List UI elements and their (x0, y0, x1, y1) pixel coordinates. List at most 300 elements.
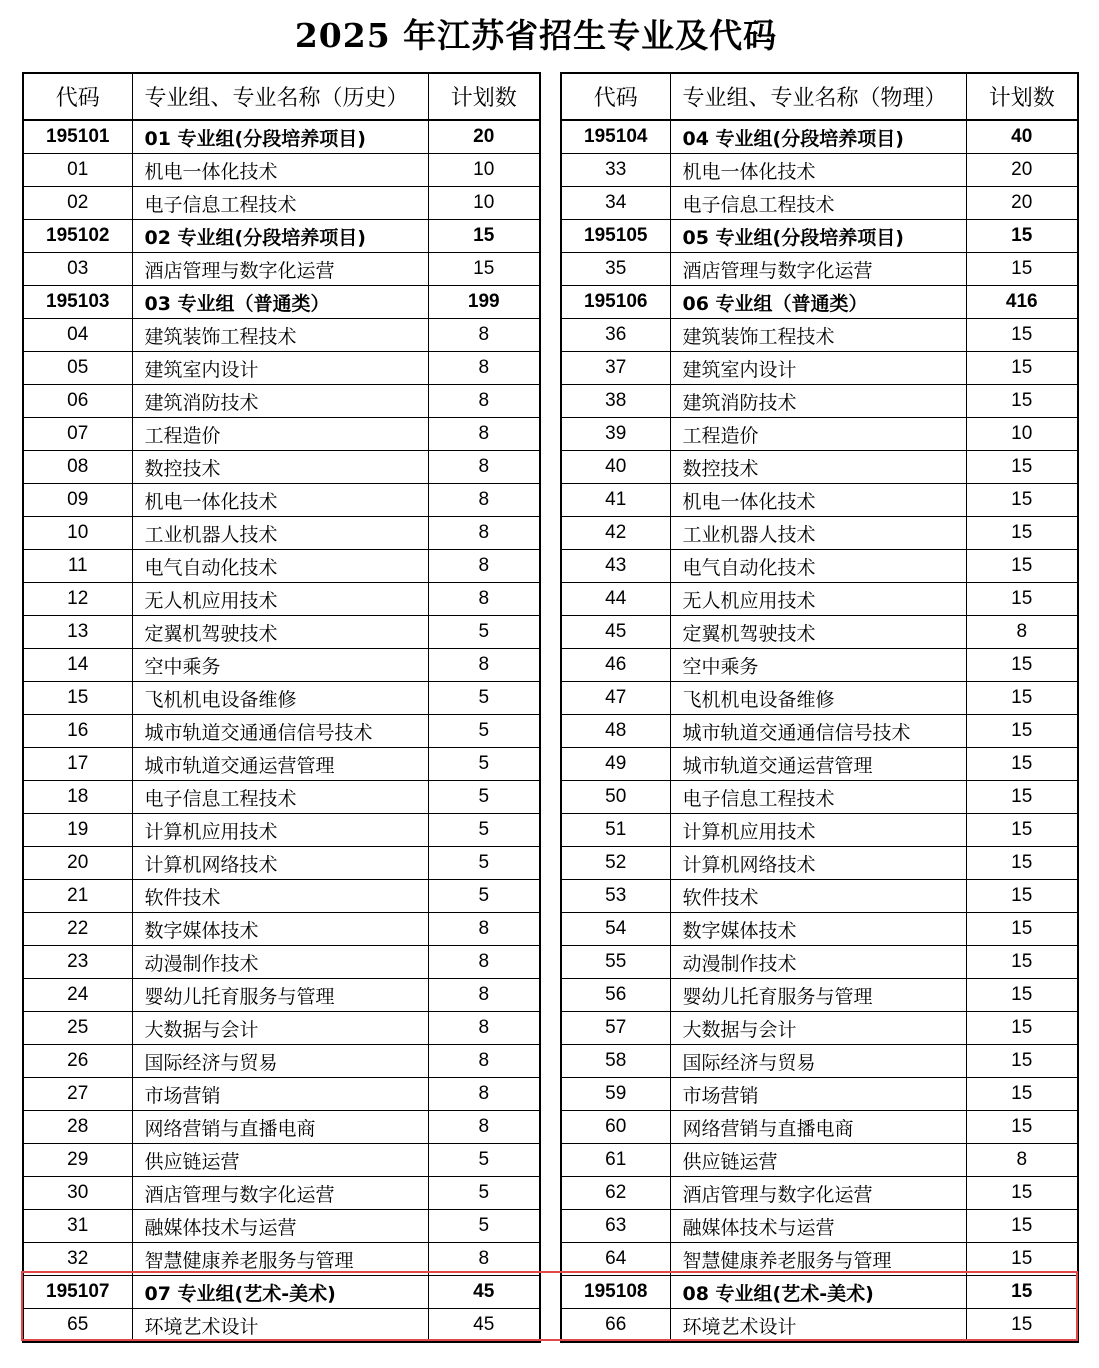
name-cell: 计算机网络技术 (132, 847, 428, 880)
count-cell: 15 (966, 1045, 1078, 1078)
name-cell: 工业机器人技术 (132, 517, 428, 550)
name-cell: 电气自动化技术 (670, 550, 966, 583)
code-cell: 26 (23, 1045, 132, 1078)
name-cell: 供应链运营 (132, 1144, 428, 1177)
code-cell: 48 (561, 715, 670, 748)
table-row (561, 748, 1078, 781)
code-cell: 43 (561, 550, 670, 583)
count-cell: 15 (966, 319, 1078, 352)
name-cell: 06 专业组（普通类） (670, 286, 966, 319)
count-cell: 10 (428, 154, 540, 187)
code-cell: 13 (23, 616, 132, 649)
code-cell: 10 (23, 517, 132, 550)
table-row (561, 1111, 1078, 1144)
table-row (561, 979, 1078, 1012)
count-cell: 8 (428, 979, 540, 1012)
code-cell: 44 (561, 583, 670, 616)
count-cell: 5 (428, 715, 540, 748)
count-cell: 15 (966, 352, 1078, 385)
count-cell: 20 (966, 187, 1078, 220)
code-cell: 61 (561, 1144, 670, 1177)
group-row (23, 220, 540, 253)
count-cell: 10 (428, 187, 540, 220)
name-cell: 城市轨道交通运营管理 (132, 748, 428, 781)
code-cell: 25 (23, 1012, 132, 1045)
code-cell: 195108 (561, 1276, 670, 1309)
table-row (23, 1309, 540, 1343)
table-row (23, 682, 540, 715)
table-row (561, 682, 1078, 715)
count-cell: 8 (428, 649, 540, 682)
name-cell: 供应链运营 (670, 1144, 966, 1177)
physics-table (560, 72, 1079, 1343)
name-cell: 智慧健康养老服务与管理 (132, 1243, 428, 1276)
table-row (561, 715, 1078, 748)
name-cell: 数控技术 (132, 451, 428, 484)
code-cell: 64 (561, 1243, 670, 1276)
table-row (23, 187, 540, 220)
group-row (561, 1276, 1078, 1309)
count-cell: 40 (966, 120, 1078, 154)
table-row (561, 319, 1078, 352)
table-row (23, 1243, 540, 1276)
table-row (23, 1111, 540, 1144)
count-cell: 20 (966, 154, 1078, 187)
count-cell: 8 (966, 616, 1078, 649)
code-cell: 34 (561, 187, 670, 220)
code-cell: 195107 (23, 1276, 132, 1309)
table-row (561, 352, 1078, 385)
table-row (23, 880, 540, 913)
count-cell: 8 (428, 484, 540, 517)
table-row (23, 385, 540, 418)
table-row (23, 814, 540, 847)
count-cell: 8 (428, 1111, 540, 1144)
code-cell: 60 (561, 1111, 670, 1144)
code-cell: 62 (561, 1177, 670, 1210)
table-row (23, 979, 540, 1012)
name-cell: 空中乘务 (670, 649, 966, 682)
name-cell: 建筑消防技术 (670, 385, 966, 418)
code-cell: 32 (23, 1243, 132, 1276)
count-cell: 15 (966, 1243, 1078, 1276)
code-cell: 36 (561, 319, 670, 352)
code-cell: 54 (561, 913, 670, 946)
name-cell: 酒店管理与数字化运营 (670, 1177, 966, 1210)
count-cell: 15 (966, 583, 1078, 616)
code-cell: 23 (23, 946, 132, 979)
table-row (561, 550, 1078, 583)
name-cell: 工程造价 (670, 418, 966, 451)
count-cell: 15 (966, 1210, 1078, 1243)
count-cell: 15 (966, 517, 1078, 550)
name-cell: 婴幼儿托育服务与管理 (670, 979, 966, 1012)
code-cell: 29 (23, 1144, 132, 1177)
table-row (23, 1045, 540, 1078)
name-cell: 电子信息工程技术 (132, 187, 428, 220)
table-row (561, 484, 1078, 517)
name-header: 专业组、专业名称（物理） (670, 73, 966, 120)
name-cell: 软件技术 (670, 880, 966, 913)
count-cell: 15 (966, 814, 1078, 847)
table-row (23, 451, 540, 484)
table-row (561, 847, 1078, 880)
table-row (561, 1243, 1078, 1276)
count-cell: 8 (966, 1144, 1078, 1177)
name-cell: 机电一体化技术 (670, 154, 966, 187)
table-row (23, 781, 540, 814)
count-cell: 15 (966, 946, 1078, 979)
name-cell: 国际经济与贸易 (132, 1045, 428, 1078)
table-row (23, 583, 540, 616)
count-cell: 15 (428, 253, 540, 286)
table-row (23, 1078, 540, 1111)
count-cell: 5 (428, 682, 540, 715)
code-cell: 04 (23, 319, 132, 352)
count-cell: 10 (966, 418, 1078, 451)
name-cell: 电子信息工程技术 (670, 187, 966, 220)
code-cell: 20 (23, 847, 132, 880)
code-cell: 56 (561, 979, 670, 1012)
code-cell: 31 (23, 1210, 132, 1243)
code-cell: 59 (561, 1078, 670, 1111)
code-cell: 24 (23, 979, 132, 1012)
count-cell: 416 (966, 286, 1078, 319)
name-cell: 婴幼儿托育服务与管理 (132, 979, 428, 1012)
code-cell: 195106 (561, 286, 670, 319)
count-cell: 45 (428, 1276, 540, 1309)
code-cell: 63 (561, 1210, 670, 1243)
name-cell: 数控技术 (670, 451, 966, 484)
name-cell: 网络营销与直播电商 (670, 1111, 966, 1144)
table-row (561, 451, 1078, 484)
count-cell: 5 (428, 814, 540, 847)
count-cell: 15 (966, 649, 1078, 682)
name-cell: 软件技术 (132, 880, 428, 913)
code-cell: 66 (561, 1309, 670, 1343)
code-cell: 195101 (23, 120, 132, 154)
count-cell: 15 (966, 880, 1078, 913)
table-row (561, 253, 1078, 286)
table-row (23, 715, 540, 748)
name-cell: 02 专业组(分段培养项目) (132, 220, 428, 253)
name-cell: 酒店管理与数字化运营 (132, 253, 428, 286)
count-cell: 5 (428, 1177, 540, 1210)
name-cell: 网络营销与直播电商 (132, 1111, 428, 1144)
count-cell: 8 (428, 1078, 540, 1111)
count-header: 计划数 (428, 73, 540, 120)
code-cell: 46 (561, 649, 670, 682)
name-cell: 国际经济与贸易 (670, 1045, 966, 1078)
table-row (561, 154, 1078, 187)
count-cell: 15 (966, 220, 1078, 253)
count-cell: 8 (428, 352, 540, 385)
count-cell: 15 (966, 1177, 1078, 1210)
code-cell: 03 (23, 253, 132, 286)
code-cell: 52 (561, 847, 670, 880)
count-cell: 8 (428, 1012, 540, 1045)
count-cell: 20 (428, 120, 540, 154)
name-cell: 无人机应用技术 (670, 583, 966, 616)
count-cell: 15 (966, 385, 1078, 418)
count-cell: 15 (966, 682, 1078, 715)
page-title: 2025 年江苏省招生专业及代码 (294, 16, 778, 55)
table-row (23, 1144, 540, 1177)
count-cell: 15 (428, 220, 540, 253)
table-row (561, 946, 1078, 979)
table-row (561, 1045, 1078, 1078)
code-cell: 195102 (23, 220, 132, 253)
code-cell: 22 (23, 913, 132, 946)
code-cell: 33 (561, 154, 670, 187)
name-cell: 城市轨道交通运营管理 (670, 748, 966, 781)
code-cell: 38 (561, 385, 670, 418)
group-row (561, 220, 1078, 253)
count-cell: 8 (428, 550, 540, 583)
code-cell: 58 (561, 1045, 670, 1078)
count-cell: 45 (428, 1309, 540, 1343)
name-cell: 电子信息工程技术 (132, 781, 428, 814)
name-cell: 空中乘务 (132, 649, 428, 682)
table-row (561, 781, 1078, 814)
name-cell: 数字媒体技术 (670, 913, 966, 946)
table-row (561, 649, 1078, 682)
count-cell: 5 (428, 1210, 540, 1243)
code-cell: 14 (23, 649, 132, 682)
count-cell: 199 (428, 286, 540, 319)
code-cell: 28 (23, 1111, 132, 1144)
table-row (23, 913, 540, 946)
count-cell: 15 (966, 847, 1078, 880)
code-cell: 35 (561, 253, 670, 286)
code-cell: 08 (23, 451, 132, 484)
table-row (561, 814, 1078, 847)
count-cell: 8 (428, 385, 540, 418)
count-cell: 5 (428, 616, 540, 649)
history-table (22, 72, 541, 1343)
name-cell: 计算机网络技术 (670, 847, 966, 880)
code-cell: 45 (561, 616, 670, 649)
table-row (23, 1012, 540, 1045)
table-row (561, 1012, 1078, 1045)
code-cell: 65 (23, 1309, 132, 1343)
count-cell: 5 (428, 748, 540, 781)
name-cell: 大数据与会计 (670, 1012, 966, 1045)
name-cell: 01 专业组(分段培养项目) (132, 120, 428, 154)
name-cell: 大数据与会计 (132, 1012, 428, 1045)
code-cell: 53 (561, 880, 670, 913)
name-cell: 工程造价 (132, 418, 428, 451)
code-cell: 195104 (561, 120, 670, 154)
group-row (23, 286, 540, 319)
code-cell: 02 (23, 187, 132, 220)
count-cell: 15 (966, 715, 1078, 748)
code-cell: 51 (561, 814, 670, 847)
code-cell: 50 (561, 781, 670, 814)
code-cell: 47 (561, 682, 670, 715)
code-cell: 55 (561, 946, 670, 979)
count-cell: 15 (966, 451, 1078, 484)
table-row (561, 187, 1078, 220)
name-cell: 环境艺术设计 (132, 1309, 428, 1343)
name-cell: 计算机应用技术 (670, 814, 966, 847)
name-cell: 建筑室内设计 (132, 352, 428, 385)
code-cell: 19 (23, 814, 132, 847)
name-cell: 建筑消防技术 (132, 385, 428, 418)
code-cell: 09 (23, 484, 132, 517)
code-cell: 11 (23, 550, 132, 583)
table-row (561, 385, 1078, 418)
code-header: 代码 (23, 73, 132, 120)
name-cell: 08 专业组(艺术-美术) (670, 1276, 966, 1309)
table-row (561, 517, 1078, 550)
name-cell: 03 专业组（普通类） (132, 286, 428, 319)
code-cell: 57 (561, 1012, 670, 1045)
count-cell: 8 (428, 946, 540, 979)
count-cell: 15 (966, 484, 1078, 517)
code-cell: 42 (561, 517, 670, 550)
group-row (23, 1276, 540, 1309)
code-cell: 21 (23, 880, 132, 913)
table-header-row (561, 73, 1078, 120)
code-cell: 06 (23, 385, 132, 418)
count-cell: 5 (428, 847, 540, 880)
count-cell: 8 (428, 418, 540, 451)
name-cell: 城市轨道交通通信信号技术 (670, 715, 966, 748)
table-header-row (23, 73, 540, 120)
name-cell: 电气自动化技术 (132, 550, 428, 583)
table-row (23, 748, 540, 781)
name-cell: 机电一体化技术 (670, 484, 966, 517)
code-cell: 27 (23, 1078, 132, 1111)
name-cell: 建筑装饰工程技术 (670, 319, 966, 352)
name-cell: 融媒体技术与运营 (132, 1210, 428, 1243)
count-cell: 15 (966, 1276, 1078, 1309)
code-cell: 40 (561, 451, 670, 484)
table-row (23, 517, 540, 550)
name-cell: 04 专业组(分段培养项目) (670, 120, 966, 154)
table-row (23, 319, 540, 352)
name-cell: 数字媒体技术 (132, 913, 428, 946)
group-row (561, 120, 1078, 154)
count-cell: 8 (428, 583, 540, 616)
name-cell: 工业机器人技术 (670, 517, 966, 550)
name-cell: 电子信息工程技术 (670, 781, 966, 814)
code-cell: 17 (23, 748, 132, 781)
code-cell: 12 (23, 583, 132, 616)
code-cell: 15 (23, 682, 132, 715)
group-row (561, 286, 1078, 319)
name-cell: 飞机机电设备维修 (670, 682, 966, 715)
name-cell: 机电一体化技术 (132, 154, 428, 187)
code-cell: 07 (23, 418, 132, 451)
table-row (23, 649, 540, 682)
table-row (23, 616, 540, 649)
name-cell: 飞机机电设备维修 (132, 682, 428, 715)
count-cell: 15 (966, 550, 1078, 583)
count-cell: 15 (966, 253, 1078, 286)
code-cell: 16 (23, 715, 132, 748)
count-header: 计划数 (966, 73, 1078, 120)
table-row (23, 946, 540, 979)
table-row (561, 913, 1078, 946)
table-row (561, 1078, 1078, 1111)
count-cell: 15 (966, 1309, 1078, 1343)
table-row (561, 880, 1078, 913)
name-cell: 建筑装饰工程技术 (132, 319, 428, 352)
name-cell: 市场营销 (670, 1078, 966, 1111)
code-cell: 195103 (23, 286, 132, 319)
name-cell: 定翼机驾驶技术 (670, 616, 966, 649)
table-row (23, 847, 540, 880)
table-row (23, 352, 540, 385)
table-row (23, 484, 540, 517)
count-cell: 5 (428, 781, 540, 814)
count-cell: 5 (428, 880, 540, 913)
table-row (561, 616, 1078, 649)
table-row (23, 154, 540, 187)
table-row (561, 418, 1078, 451)
table-row (561, 1144, 1078, 1177)
code-cell: 41 (561, 484, 670, 517)
table-row (561, 1210, 1078, 1243)
name-cell: 智慧健康养老服务与管理 (670, 1243, 966, 1276)
name-cell: 融媒体技术与运营 (670, 1210, 966, 1243)
table-row (561, 583, 1078, 616)
name-cell: 无人机应用技术 (132, 583, 428, 616)
code-header: 代码 (561, 73, 670, 120)
code-cell: 39 (561, 418, 670, 451)
code-cell: 30 (23, 1177, 132, 1210)
code-cell: 01 (23, 154, 132, 187)
name-cell: 05 专业组(分段培养项目) (670, 220, 966, 253)
count-cell: 15 (966, 1012, 1078, 1045)
table-row (23, 418, 540, 451)
count-cell: 8 (428, 1243, 540, 1276)
count-cell: 15 (966, 781, 1078, 814)
count-cell: 15 (966, 1111, 1078, 1144)
count-cell: 5 (428, 1144, 540, 1177)
code-cell: 37 (561, 352, 670, 385)
name-cell: 动漫制作技术 (670, 946, 966, 979)
name-cell: 计算机应用技术 (132, 814, 428, 847)
count-cell: 15 (966, 979, 1078, 1012)
table-row (23, 1177, 540, 1210)
name-cell: 建筑室内设计 (670, 352, 966, 385)
table-row (23, 253, 540, 286)
name-cell: 酒店管理与数字化运营 (132, 1177, 428, 1210)
name-cell: 定翼机驾驶技术 (132, 616, 428, 649)
count-cell: 8 (428, 517, 540, 550)
count-cell: 8 (428, 1045, 540, 1078)
table-row (23, 550, 540, 583)
code-cell: 49 (561, 748, 670, 781)
table-row (561, 1309, 1078, 1343)
code-cell: 05 (23, 352, 132, 385)
count-cell: 15 (966, 748, 1078, 781)
count-cell: 8 (428, 319, 540, 352)
name-cell: 动漫制作技术 (132, 946, 428, 979)
name-cell: 市场营销 (132, 1078, 428, 1111)
name-cell: 城市轨道交通通信信号技术 (132, 715, 428, 748)
count-cell: 8 (428, 451, 540, 484)
count-cell: 15 (966, 1078, 1078, 1111)
table-row (23, 1210, 540, 1243)
name-cell: 环境艺术设计 (670, 1309, 966, 1343)
code-cell: 195105 (561, 220, 670, 253)
name-cell: 机电一体化技术 (132, 484, 428, 517)
name-header: 专业组、专业名称（历史） (132, 73, 428, 120)
